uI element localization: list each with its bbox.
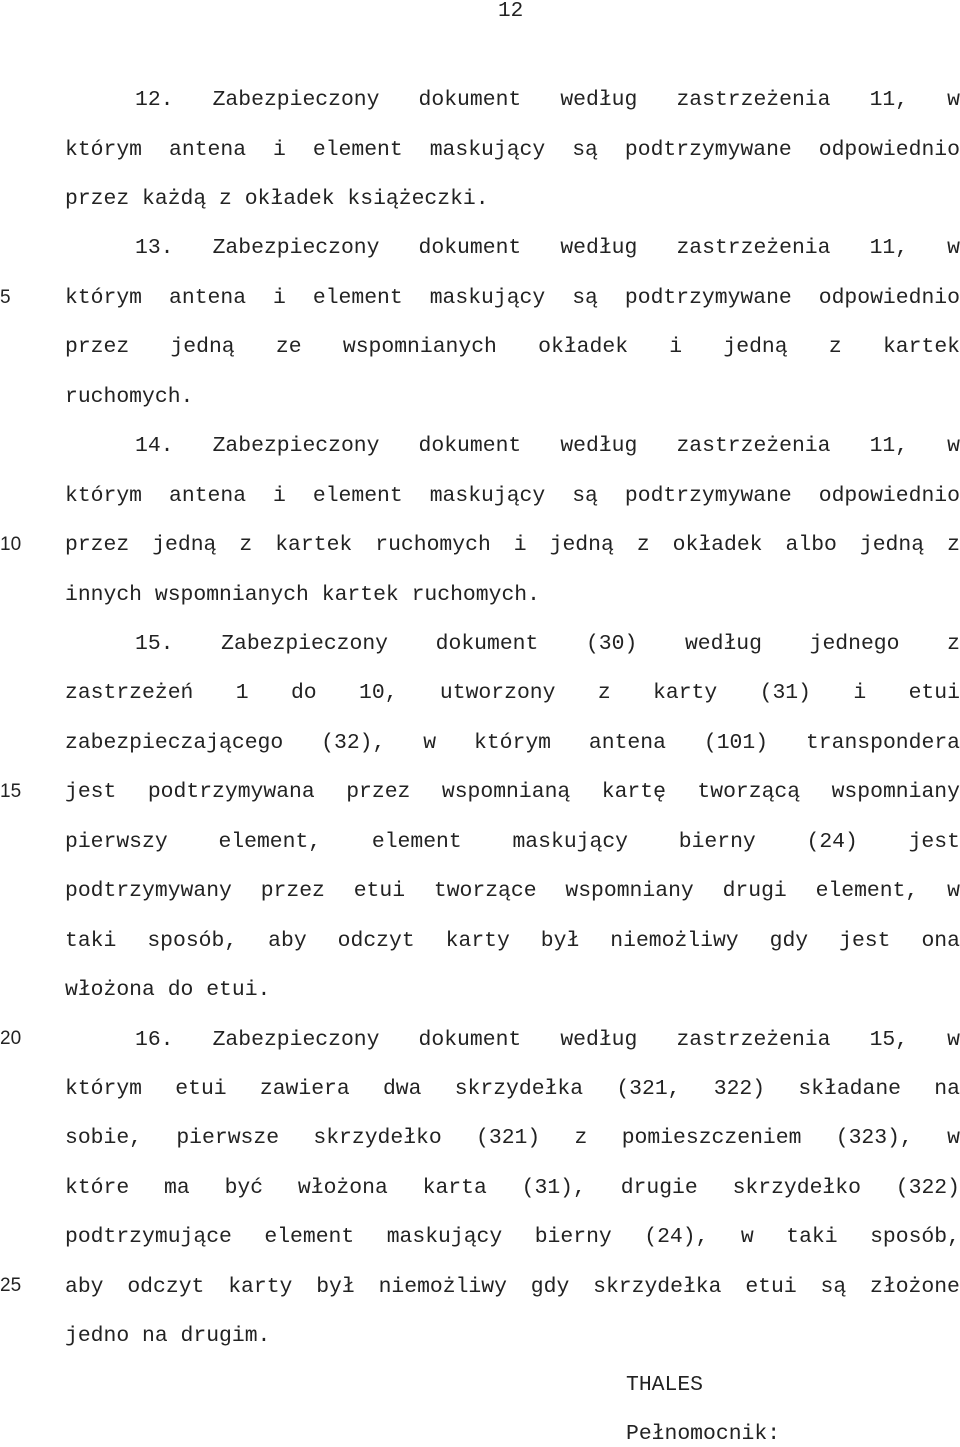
signature-company: THALES — [626, 1373, 704, 1397]
text-line: włożona do etui. — [65, 978, 271, 1002]
text-line: którym antena i element maskujący są podtrzymywane odpowiednio — [65, 286, 960, 310]
text-line: jedno na drugim. — [65, 1324, 271, 1348]
text-line: 12. Zabezpieczony dokument według zastrzeżenia 11, w — [135, 88, 960, 112]
line-number-25: 25 — [0, 1275, 22, 1296]
text-line: przez jedną z kartek ruchomych i jedną z okładek albo jedną z — [65, 533, 960, 557]
line-number-20: 20 — [0, 1028, 22, 1049]
text-line: taki sposób, aby odczyt karty był niemożliwy gdy jest ona — [65, 929, 960, 953]
text-line: innych wspomnianych kartek ruchomych. — [65, 583, 540, 607]
text-line: którym etui zawiera dwa skrzydełka (321, 322) składane na — [65, 1077, 960, 1101]
line-number-5: 5 — [0, 287, 11, 308]
page-number: 12 — [498, 0, 524, 23]
text-line: 15. Zabezpieczony dokument (30) według jednego z — [135, 632, 960, 656]
signature-role: Pełnomocnik: — [626, 1422, 781, 1446]
text-line: przez jedną ze wspomnianych okładek i jedną z kartek — [65, 335, 960, 359]
text-line: 14. Zabezpieczony dokument według zastrzeżenia 11, w — [135, 434, 960, 458]
text-line: przez każdą z okładek książeczki. — [65, 187, 489, 211]
text-line: zastrzeżeń 1 do 10, utworzony z karty (31) i etui — [65, 681, 960, 705]
text-line: ruchomych. — [65, 385, 194, 409]
text-line: którym antena i element maskujący są podtrzymywane odpowiednio — [65, 138, 960, 162]
text-line: którym antena i element maskujący są podtrzymywane odpowiednio — [65, 484, 960, 508]
text-line: 16. Zabezpieczony dokument według zastrzeżenia 15, w — [135, 1028, 960, 1052]
text-line: sobie, pierwsze skrzydełko (321) z pomieszczeniem (323), w — [65, 1126, 960, 1150]
text-line: aby odczyt karty był niemożliwy gdy skrzydełka etui są złożone — [65, 1275, 960, 1299]
text-line: zabezpieczającego (32), w którym antena (101) transpondera — [65, 731, 960, 755]
text-line: jest podtrzymywana przez wspomnianą kartę tworzącą wspomniany — [65, 780, 960, 804]
line-number-15: 15 — [0, 781, 22, 802]
line-number-10: 10 — [0, 534, 22, 555]
text-line: które ma być włożona karta (31), drugie skrzydełko (322) — [65, 1176, 960, 1200]
text-line: podtrzymujące element maskujący bierny (24), w taki sposób, — [65, 1225, 960, 1249]
text-line: 13. Zabezpieczony dokument według zastrzeżenia 11, w — [135, 236, 960, 260]
text-line: pierwszy element, element maskujący bierny (24) jest — [65, 830, 960, 854]
text-line: podtrzymywany przez etui tworzące wspomniany drugi element, w — [65, 879, 960, 903]
